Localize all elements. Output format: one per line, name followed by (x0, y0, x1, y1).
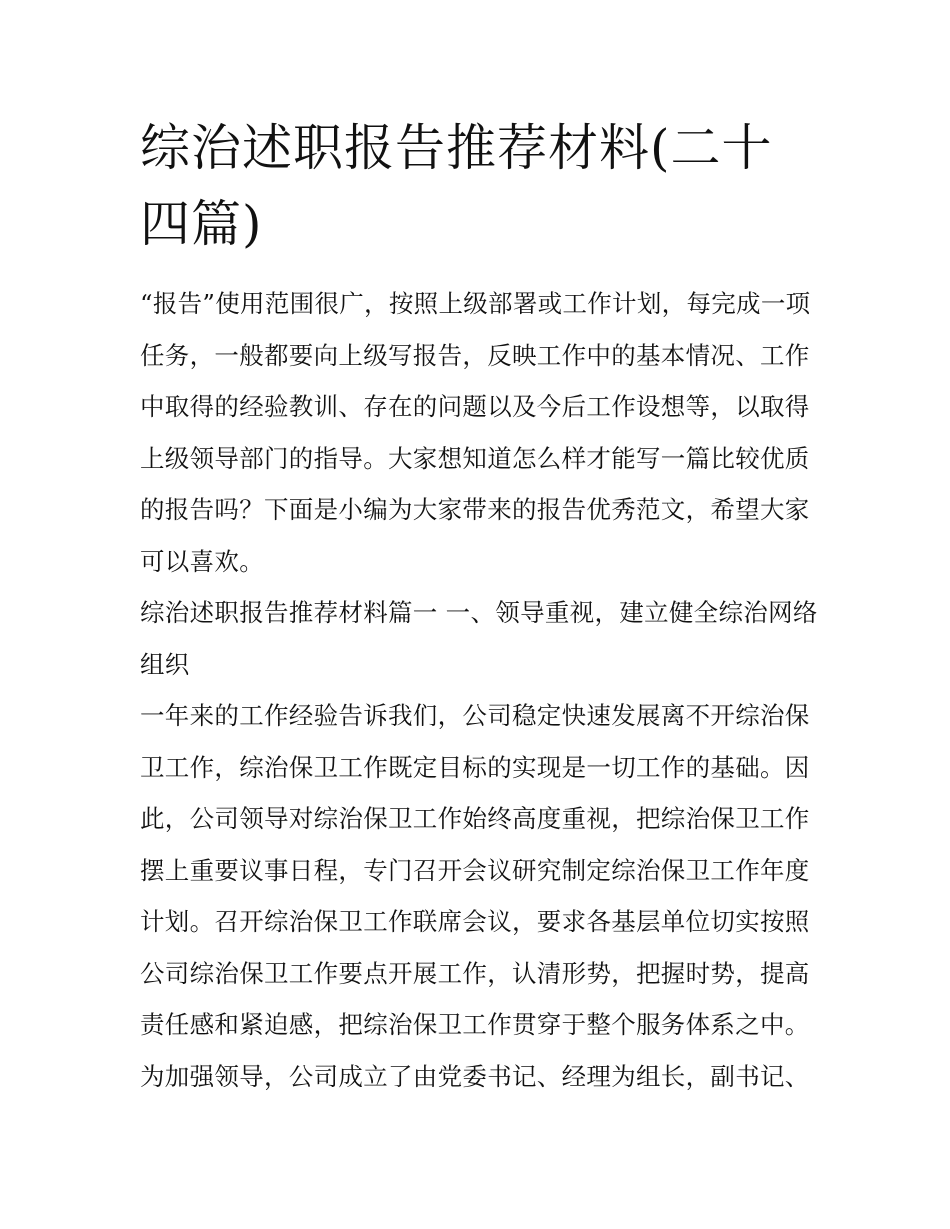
body-paragraph: 一年来的工作经验告诉我们，公司稳定快速发展离不开综治保卫工作，综治保卫工作既定目标的实现是一切工作的基础。因此，公司领导对综治保卫工作始终高度重视，把综治保卫工作摆上重要议事日程，专门召开会议研究制定综治保卫工作年度计划。召开综治保卫工作联席会议，要求各基层单位切实按照公司综治保卫工作要点开展工作，认清形势，把握时势，提高责任感和紧迫感，把综治保卫工作贯穿于整个服务体系之中。为加强领导，公司成立了由党委书记、经理为组长，副书记、 (140, 701, 810, 1091)
document-title: 综治述职报告推荐材料(二十四篇) (140, 119, 773, 253)
section-heading: 综治述职报告推荐材料篇一 一、领导重视，建立健全综治网络组织 (140, 598, 818, 679)
document-body (140, 278, 820, 1102)
intro-paragraph: “报告”使用范围很广，按照上级部署或工作计划，每完成一项任务，一般都要向上级写报告，反映工作中的基本情况、工作中取得的经验教训、存在的问题以及今后工作设想等，以取得上级领导部门的指导。大家想知道怎么样才能写一篇比较优质的报告吗？下面是小编为大家带来的报告优秀范文，希望大家可以喜欢。 (140, 289, 811, 576)
